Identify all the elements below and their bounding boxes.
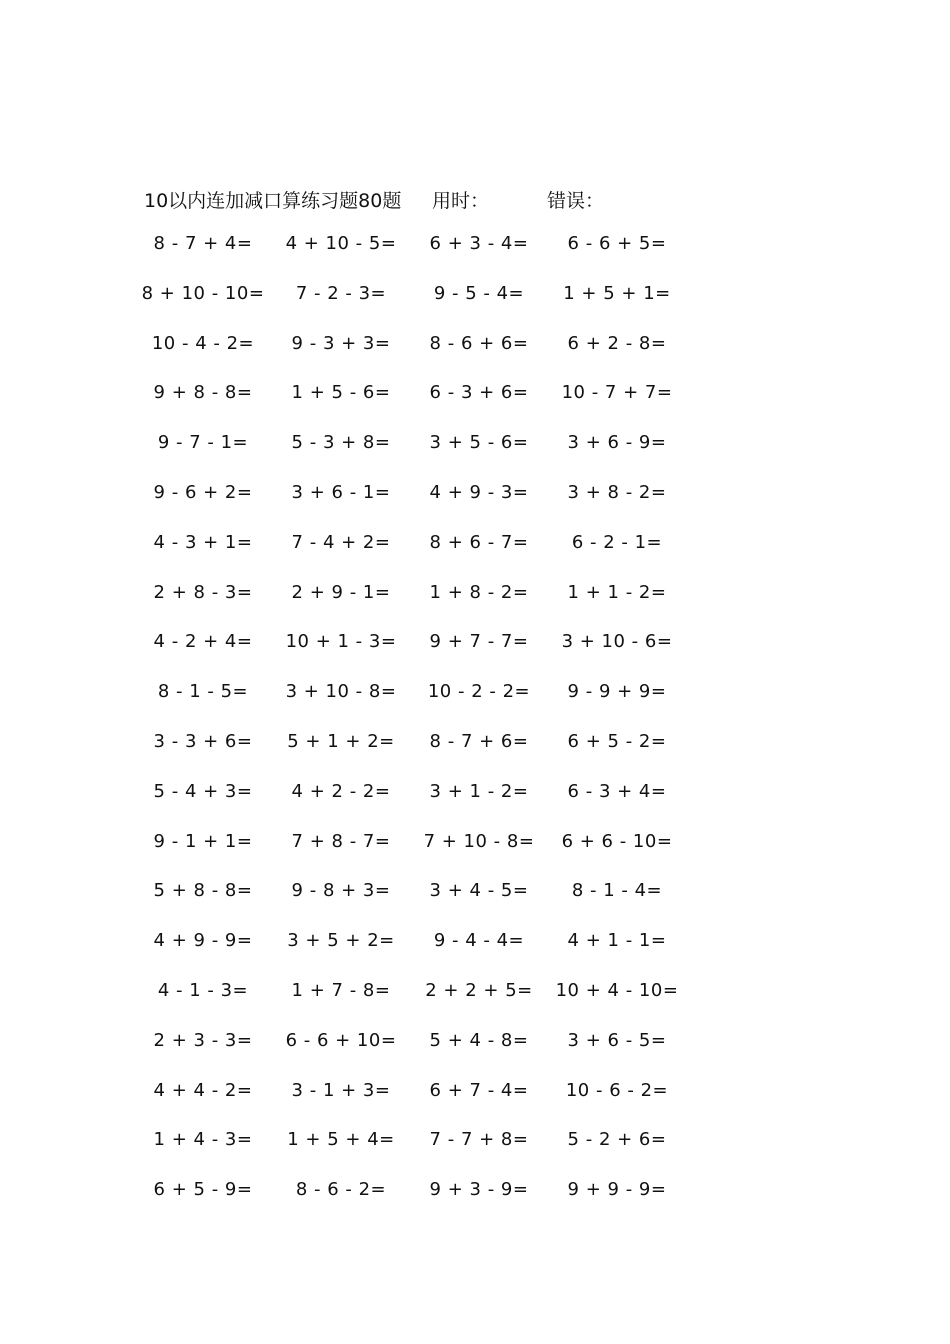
math-problem: 4 + 9 - 9= <box>153 930 253 952</box>
math-problem: 6 + 5 - 9= <box>153 1179 253 1201</box>
math-problem: 3 + 6 - 5= <box>567 1029 667 1051</box>
math-problem: 5 - 3 + 8= <box>291 432 391 454</box>
math-problem: 8 - 1 - 4= <box>571 880 663 902</box>
math-problem: 1 + 5 + 4= <box>287 1129 395 1151</box>
math-problem: 9 - 5 - 4= <box>433 282 525 304</box>
problem-row <box>140 333 700 383</box>
math-problem: 3 + 6 - 9= <box>567 432 667 454</box>
problem-row <box>140 233 700 283</box>
math-problem: 6 + 2 - 8= <box>567 332 667 354</box>
problem-row <box>140 582 700 632</box>
math-problem: 5 - 2 + 6= <box>567 1129 667 1151</box>
math-problem: 3 + 5 - 6= <box>429 432 529 454</box>
problem-row <box>140 731 700 781</box>
math-problem: 10 - 2 - 2= <box>427 681 531 703</box>
math-problem: 2 + 8 - 3= <box>153 581 253 603</box>
math-problem: 3 + 10 - 6= <box>561 631 673 653</box>
math-problem: 9 + 9 - 9= <box>567 1179 667 1201</box>
math-problem: 7 - 4 + 2= <box>291 531 391 553</box>
math-problem: 8 - 6 - 2= <box>295 1179 387 1201</box>
problem-row <box>140 831 700 881</box>
math-problem: 2 + 2 + 5= <box>425 979 533 1001</box>
math-problem: 5 + 4 - 8= <box>429 1029 529 1051</box>
math-problem: 3 + 1 - 2= <box>429 780 529 802</box>
math-problem: 7 + 8 - 7= <box>291 830 391 852</box>
math-problem: 9 - 1 + 1= <box>153 830 253 852</box>
math-problem: 3 + 4 - 5= <box>429 880 529 902</box>
error-count-label: 错误： <box>547 190 605 212</box>
worksheet-title: 10以内连加减口算练习题80题 <box>144 190 402 212</box>
math-problem: 6 + 6 - 10= <box>561 830 673 852</box>
math-problem: 8 - 7 + 4= <box>153 233 253 254</box>
math-problem: 8 - 7 + 6= <box>429 730 529 752</box>
time-used-label: 用时： <box>432 190 490 212</box>
math-problem: 6 - 3 + 6= <box>429 382 529 404</box>
worksheet-header <box>0 186 950 214</box>
math-problem: 9 + 7 - 7= <box>429 631 529 653</box>
problem-grid <box>140 233 700 1229</box>
math-problem: 9 + 3 - 9= <box>429 1179 529 1201</box>
math-problem: 10 + 1 - 3= <box>285 631 397 653</box>
math-problem: 5 - 4 + 3= <box>153 780 253 802</box>
math-problem: 1 + 5 - 6= <box>291 382 391 404</box>
math-problem: 9 - 9 + 9= <box>567 681 667 703</box>
math-problem: 7 + 10 - 8= <box>423 830 535 852</box>
math-problem: 8 + 10 - 10= <box>141 282 265 304</box>
problem-row <box>140 781 700 831</box>
math-problem: 6 + 5 - 2= <box>567 730 667 752</box>
math-problem: 9 - 7 - 1= <box>157 432 249 454</box>
math-problem: 4 - 2 + 4= <box>153 631 253 653</box>
math-problem: 10 - 6 - 2= <box>565 1079 669 1101</box>
math-problem: 9 - 6 + 2= <box>153 481 253 503</box>
problem-row <box>140 1030 700 1080</box>
math-problem: 2 + 3 - 3= <box>153 1029 253 1051</box>
problem-row <box>140 382 700 432</box>
math-problem: 10 - 7 + 7= <box>561 382 673 404</box>
math-problem: 3 + 6 - 1= <box>291 481 391 503</box>
math-problem: 6 - 6 + 5= <box>567 233 667 254</box>
math-problem: 9 - 3 + 3= <box>291 332 391 354</box>
math-problem: 8 + 6 - 7= <box>429 531 529 553</box>
problem-row <box>140 1080 700 1130</box>
problem-row <box>140 980 700 1030</box>
math-problem: 6 - 3 + 4= <box>567 780 667 802</box>
math-problem: 6 + 7 - 4= <box>429 1079 529 1101</box>
problem-row <box>140 283 700 333</box>
math-problem: 10 - 4 - 2= <box>151 332 255 354</box>
math-problem: 3 + 5 + 2= <box>287 930 395 952</box>
math-problem: 4 - 3 + 1= <box>153 531 253 553</box>
math-problem: 6 - 6 + 10= <box>285 1029 397 1051</box>
math-problem: 4 + 2 - 2= <box>291 780 391 802</box>
math-problem: 5 + 1 + 2= <box>287 730 395 752</box>
math-problem: 6 - 2 - 1= <box>571 531 663 553</box>
math-problem: 8 - 1 - 5= <box>157 681 249 703</box>
problem-row <box>140 930 700 980</box>
math-problem: 10 + 4 - 10= <box>555 979 679 1001</box>
math-problem: 1 + 7 - 8= <box>291 979 391 1001</box>
math-problem: 7 - 2 - 3= <box>295 282 387 304</box>
math-problem: 4 + 4 - 2= <box>153 1079 253 1101</box>
problem-row <box>140 1179 700 1229</box>
problem-row <box>140 532 700 582</box>
math-problem: 3 - 3 + 6= <box>153 730 253 752</box>
math-problem: 1 + 5 + 1= <box>563 282 671 304</box>
math-problem: 8 - 6 + 6= <box>429 332 529 354</box>
problem-row <box>140 482 700 532</box>
math-problem: 4 + 10 - 5= <box>285 233 397 254</box>
math-problem: 4 - 1 - 3= <box>157 979 249 1001</box>
problem-row <box>140 631 700 681</box>
math-problem: 9 - 8 + 3= <box>291 880 391 902</box>
math-problem: 1 + 8 - 2= <box>429 581 529 603</box>
problem-row <box>140 432 700 482</box>
math-problem: 9 + 8 - 8= <box>153 382 253 404</box>
math-problem: 4 + 1 - 1= <box>567 930 667 952</box>
problem-row <box>140 880 700 930</box>
math-problem: 4 + 9 - 3= <box>429 481 529 503</box>
math-problem: 9 - 4 - 4= <box>433 930 525 952</box>
math-problem: 1 + 4 - 3= <box>153 1129 253 1151</box>
math-problem: 2 + 9 - 1= <box>291 581 391 603</box>
math-problem: 7 - 7 + 8= <box>429 1129 529 1151</box>
problem-row <box>140 1129 700 1179</box>
math-problem: 3 + 10 - 8= <box>285 681 397 703</box>
math-problem: 3 + 8 - 2= <box>567 481 667 503</box>
math-problem: 5 + 8 - 8= <box>153 880 253 902</box>
math-problem: 6 + 3 - 4= <box>429 233 529 254</box>
problem-row <box>140 681 700 731</box>
math-problem: 3 - 1 + 3= <box>291 1079 391 1101</box>
math-problem: 1 + 1 - 2= <box>567 581 667 603</box>
